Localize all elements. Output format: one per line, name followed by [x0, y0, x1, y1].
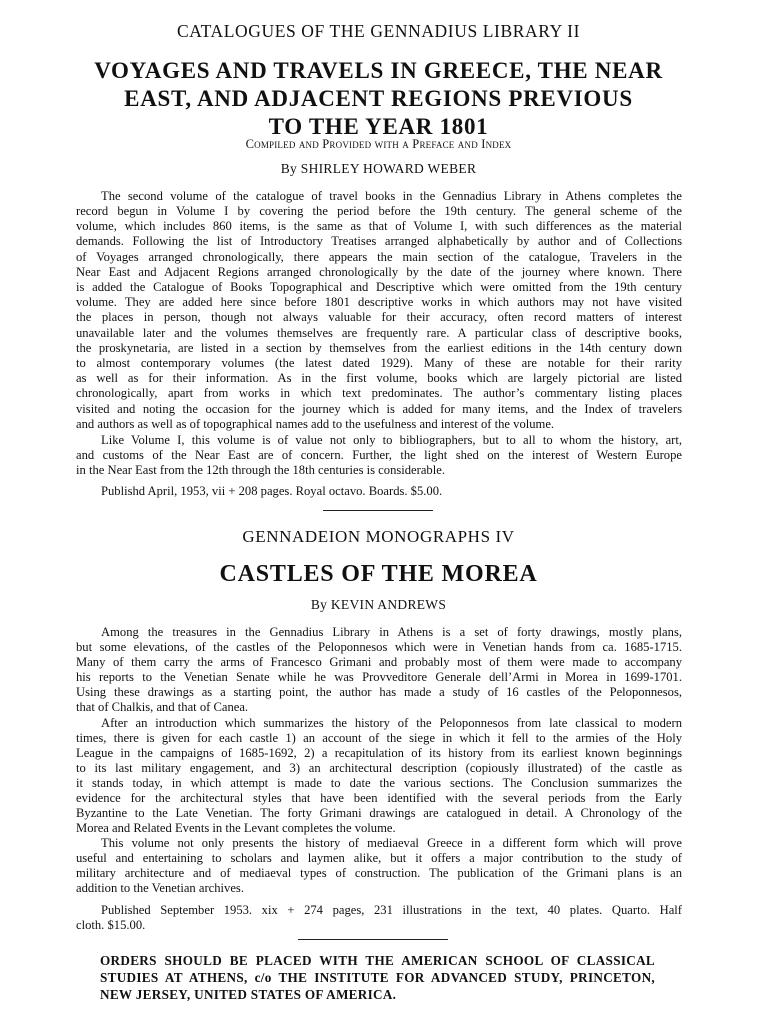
- order-line: NEW JERSEY, UNITED STATES OF AMERICA.: [100, 987, 397, 1002]
- text-line: military architecture and of mediaeval types of construction. The publication of the Grimani plans is an: [76, 866, 682, 880]
- series-heading: CATALOGUES OF THE GENNADIUS LIBRARY II: [177, 21, 580, 41]
- text-line: of Voyages arranged chronologically, there appears the main section of the catalogue, Travelers in the: [76, 250, 682, 264]
- text-line: unavailable later and the volumes themselves are frequently rare. A particular class of descriptive books,: [76, 326, 682, 340]
- book-title-line: EAST, AND ADJACENT REGIONS PREVIOUS: [124, 86, 633, 111]
- text-line: to its last military engagement, and 3) an architectural description (copiously illustrated) of the castle as: [76, 761, 682, 775]
- text-line: is added the Catalogue of Books Topographical and Descriptive which were omitted from the 19th century: [76, 280, 682, 294]
- text-line: and authors as well as of topographical names add to the usefulness and interest of the volume.: [76, 417, 555, 431]
- book-author: By SHIRLEY HOWARD WEBER: [280, 161, 477, 176]
- text-line: the proskynetaria, are listed in a section by themselves from the earliest editions in the 14th century down: [76, 341, 682, 355]
- text-line: his reports to the Venetian Senate while he was Provveditore Generale dell’Armi in Morea in 1699-1701.: [76, 670, 682, 684]
- section-divider: [323, 510, 433, 511]
- text-line: visited and noting the occasion for the journey which is added for many items, and the Index of travelers: [76, 402, 682, 416]
- book-subtitle: Compiled and Provided with a Preface and Index: [245, 137, 512, 151]
- book-author: By KEVIN ANDREWS: [310, 597, 447, 612]
- price-line: cloth. $15.00.: [76, 918, 146, 932]
- text-line: as well as for their information. As in the first volume, books which are largely pictorial are listed: [76, 371, 682, 385]
- text-line: chronologically, apart from works in which text predominates. The author’s commentary listing places: [76, 386, 682, 400]
- text-line: volume. They are added here since before 1801 descriptive works in which authors may not have visited: [76, 295, 682, 309]
- text-line: to almost contemporary volumes (the latest dated 1929). Many of these are notable for their rarity: [76, 356, 682, 370]
- text-line: This volume not only presents the history of mediaeval Greece in a different form which will prove: [101, 836, 682, 850]
- text-line: Morea and Related Events in the Levant completes the volume.: [76, 821, 396, 835]
- order-line: ORDERS SHOULD BE PLACED WITH THE AMERICAN SCHOOL OF CLASSICAL: [100, 953, 655, 968]
- text-line: but some elevations, of the castles of the Peloponnesos which were in Venetian hands from ca. 1685-1715.: [76, 640, 682, 654]
- text-line: Near East and Adjacent Regions arranged chronologically by the date of the journey where known. There: [76, 265, 682, 279]
- text-line: useful and entertaining to scholars and laymen alike, but it offers a major contribution to the study of: [76, 851, 682, 865]
- book-title-line: TO THE YEAR 1801: [268, 114, 489, 139]
- text-line: and customs of the Near East are of concern. Further, the light shed on the interest of Western Europe: [76, 448, 682, 462]
- text-line: After an introduction which summarizes the history of the Peloponnesos from late classical to modern: [101, 716, 682, 730]
- text-line: The second volume of the catalogue of travel books in the Gennadius Library in Athens completes the: [101, 189, 682, 203]
- text-line: addition to the Venetian archives.: [76, 881, 244, 895]
- price-line: Publishd April, 1953, vii + 208 pages. Royal octavo. Boards. $5.00.: [101, 484, 443, 498]
- text-line: Many of them carry the arms of Francesco Grimani and probably most of them were made to accompany: [76, 655, 682, 669]
- text-line: record begun in Volume I by covering the period before the 19th century. The general scheme of the: [76, 204, 682, 218]
- text-line: that of Chalkis, and that of Canea.: [76, 700, 249, 714]
- text-line: demands. Following the list of Introductory Treatises arranged alphabetically by author and of Collections: [76, 234, 682, 248]
- book-title: CASTLES OF THE MOREA: [219, 561, 538, 587]
- text-line: evidence for the architectural styles that have been identified with the several periods from the Early: [76, 791, 682, 805]
- book-title-line: VOYAGES AND TRAVELS IN GREECE, THE NEAR: [94, 58, 663, 83]
- price-line: Published September 1953. xix + 274 pages, 231 illustrations in the text, 40 plates. Quarto. Half: [101, 903, 682, 917]
- text-line: Using these drawings as a starting point, the author has made a study of 16 castles of the Peloponnesos,: [76, 685, 682, 699]
- text-line: Byzantine to the Late Venetian. The forty Grimani drawings are catalogued in detail. A Chronology of the: [76, 806, 682, 820]
- series-heading: GENNADEION MONOGRAPHS IV: [242, 527, 515, 546]
- text-line: League in the campaigns of 1685-1692, 2) a recapitulation of its history from its earliest known beginnings: [76, 746, 682, 760]
- text-line: times, there is given for each castle 1) an account of the siege in which it fell to the armies of the Holy: [76, 731, 682, 745]
- text-line: it stands today, in which attempt is made to date the various sections. The Conclusion summarizes the: [76, 776, 682, 790]
- text-line: in the Near East from the 12th through the 18th centuries is considerable.: [76, 463, 445, 477]
- text-line: Among the treasures in the Gennadius Library in Athens is a set of forty drawings, mostly plans,: [101, 625, 682, 639]
- order-line: STUDIES AT ATHENS, c/o THE INSTITUTE FOR ADVANCED STUDY, PRINCETON,: [100, 970, 655, 985]
- section-divider: [298, 939, 448, 940]
- text-line: Like Volume I, this volume is of value not only to bibliographers, but to all to whom the history, art,: [101, 433, 682, 447]
- text-line: volume, which includes 860 items, is the same as that of Volume I, with such differences as the material: [76, 219, 682, 233]
- text-line: the places in person, though not always valuable for their accuracy, often record matters of interest: [76, 310, 682, 324]
